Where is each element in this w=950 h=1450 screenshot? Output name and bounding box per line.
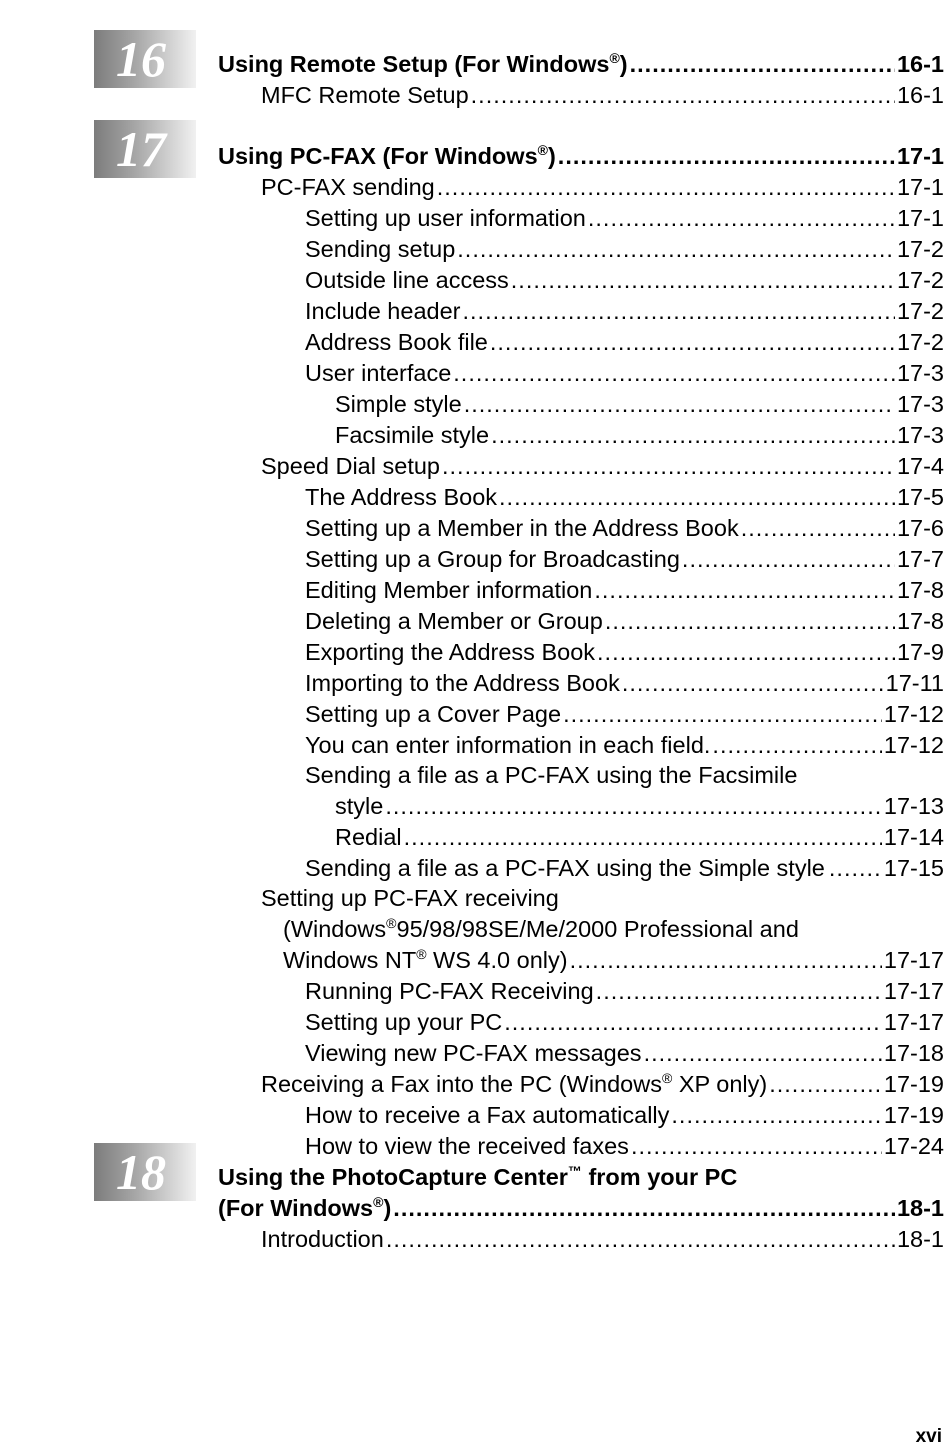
toc-entry-title: User interface — [305, 360, 452, 386]
leader-dots — [558, 141, 895, 171]
toc-entry[interactable] — [283, 945, 944, 975]
toc-entry-title: Running PC-FAX Receiving — [305, 978, 594, 1004]
toc-entry-title-line: Setting up PC-FAX receiving — [261, 885, 559, 911]
toc-entry-page: 18-1 — [896, 1195, 944, 1221]
leader-dots — [630, 49, 895, 79]
toc-entry-page: 17-18 — [883, 1040, 944, 1066]
toc-entry[interactable] — [305, 606, 944, 636]
leader-dots — [393, 1193, 895, 1223]
leader-dots — [471, 80, 895, 110]
leader-dots — [437, 172, 895, 202]
toc-entry[interactable] — [335, 389, 944, 419]
toc-entry-page: 17-13 — [883, 793, 944, 819]
toc-entry[interactable] — [305, 575, 944, 605]
leader-dots — [682, 544, 895, 574]
toc-entry-page: 18-1 — [896, 1226, 944, 1252]
toc-entry-title-line: (Windows®95/98/98SE/Me/2000 Professional and — [283, 915, 799, 942]
leader-dots — [386, 1224, 895, 1254]
toc-entry-page: 17-6 — [896, 515, 944, 541]
toc-entry[interactable] — [261, 451, 944, 481]
toc-entry-title: Sending a file as a PC-FAX using the Simple style — [305, 855, 825, 881]
leader-dots — [404, 822, 882, 852]
toc-entry-page: 17-2 — [896, 267, 944, 293]
toc-entry-page: 17-3 — [896, 360, 944, 386]
leader-dots — [631, 1131, 882, 1161]
leader-dots — [644, 1038, 882, 1068]
toc-entry-title: Viewing new PC-FAX messages — [305, 1040, 642, 1066]
toc-entry[interactable] — [305, 668, 944, 698]
toc-entry-page: 17-19 — [883, 1071, 944, 1097]
chapter-tab-17 — [94, 120, 196, 178]
toc-entry[interactable] — [305, 482, 944, 512]
toc-entry-page: 17-14 — [883, 824, 944, 850]
toc-entry-title: Redial — [335, 824, 402, 850]
toc-entry-chapter-17[interactable] — [218, 141, 944, 171]
toc-entry-title-line: Sending a file as a PC-FAX using the Facsimile — [305, 762, 798, 788]
toc-entry[interactable] — [305, 853, 944, 883]
toc-entry[interactable] — [305, 699, 944, 729]
toc-entry-title: style — [335, 793, 384, 819]
toc-entry-page: 17-19 — [883, 1102, 944, 1128]
toc-entry-page: 17-9 — [896, 639, 944, 665]
toc-entry-title: Facsimile style — [335, 422, 490, 448]
toc-entry-page: 17-17 — [883, 947, 944, 973]
toc-entry-page: 17-4 — [896, 453, 944, 479]
toc-entry-page: 17-17 — [883, 978, 944, 1004]
toc-entry-title: Address Book file — [305, 329, 488, 355]
toc-entry-page: 17-2 — [896, 298, 944, 324]
toc-entry-title: Speed Dial setup — [261, 453, 440, 479]
leader-dots — [499, 482, 895, 512]
toc-entry-title: How to receive a Fax automatically — [305, 1102, 670, 1128]
toc-entry-title: Simple style — [335, 391, 462, 417]
toc-entry-title: Importing to the Address Book — [305, 670, 620, 696]
toc-entry[interactable] — [305, 513, 944, 543]
leader-dots — [829, 853, 880, 883]
chapter-number: 16 — [116, 31, 166, 87]
toc-entry[interactable] — [305, 234, 944, 264]
toc-entry-title: Sending setup — [305, 236, 456, 262]
toc-entry-title: Receiving a Fax into the PC (Windows® XP only) — [261, 1070, 768, 1097]
leader-dots — [588, 203, 895, 233]
toc-entry[interactable] — [261, 172, 944, 202]
toc-entry-title: (For Windows®) — [218, 1194, 392, 1221]
toc-entry[interactable] — [261, 80, 944, 110]
toc-entry[interactable] — [305, 1038, 944, 1068]
toc-entry-page: 17-3 — [896, 422, 944, 448]
toc-entry-title: Setting up a Member in the Address Book — [305, 515, 739, 541]
leader-dots — [490, 327, 895, 357]
toc-entry-title: Setting up user information — [305, 205, 586, 231]
toc-entry-title: Setting up a Cover Page — [305, 701, 562, 727]
toc-entry-title: How to view the received faxes — [305, 1133, 629, 1159]
leader-dots — [594, 575, 895, 605]
toc-entry[interactable] — [305, 976, 944, 1006]
leader-dots — [622, 668, 884, 698]
leader-dots — [605, 606, 895, 636]
toc-entry-page: 17-5 — [896, 484, 944, 510]
chapter-number: 18 — [116, 1144, 166, 1200]
toc-entry[interactable] — [305, 1100, 944, 1130]
toc-entry[interactable] — [305, 1007, 944, 1037]
toc-entry[interactable] — [305, 1131, 944, 1161]
toc-entry-chapter-18[interactable] — [218, 1193, 944, 1223]
leader-dots — [464, 389, 895, 419]
toc-entry-page: 17-2 — [896, 236, 944, 262]
toc-entry-page: 16-1 — [896, 51, 944, 77]
toc-entry-page: 17-24 — [883, 1133, 944, 1159]
toc-entry-page: 17-8 — [896, 608, 944, 634]
toc-entry-page: 17-3 — [896, 391, 944, 417]
toc-entry-page: 17-2 — [896, 329, 944, 355]
toc-entry[interactable] — [261, 1069, 944, 1099]
toc-entry[interactable] — [335, 420, 944, 450]
toc-entry-title: Introduction — [261, 1226, 384, 1252]
toc-entry-title: Editing Member information — [305, 577, 593, 603]
toc-entry-title: Exporting the Address Book — [305, 639, 596, 665]
toc-entry[interactable] — [305, 544, 944, 574]
leader-dots — [442, 451, 895, 481]
leader-dots — [385, 791, 882, 821]
toc-entry-title: Setting up a Group for Broadcasting — [305, 546, 680, 572]
toc-entry[interactable] — [261, 1224, 944, 1254]
toc-entry-page: 17-1 — [896, 205, 944, 231]
leader-dots — [597, 637, 895, 667]
leader-dots — [741, 513, 895, 543]
leader-dots — [504, 1007, 882, 1037]
toc-entry-page: 17-11 — [885, 670, 944, 696]
leader-dots — [511, 265, 895, 295]
toc-entry[interactable] — [305, 265, 944, 295]
toc-entry-title: Using Remote Setup (For Windows®) — [218, 50, 628, 77]
leader-dots — [712, 730, 881, 760]
toc-entry-page: 17-7 — [896, 546, 944, 572]
leader-dots — [462, 296, 894, 326]
leader-dots — [453, 358, 895, 388]
page-number: xvi — [915, 1426, 942, 1447]
toc-entry-page: 17-15 — [883, 855, 944, 881]
toc-entry[interactable] — [305, 730, 944, 760]
toc-entry-title: Include header — [305, 298, 461, 324]
leader-dots — [491, 420, 895, 450]
chapter-tab-18 — [94, 1143, 196, 1201]
leader-dots — [671, 1100, 881, 1130]
chapter-number: 17 — [116, 121, 166, 177]
toc-entry-title: Deleting a Member or Group — [305, 608, 603, 634]
leader-dots — [563, 699, 882, 729]
toc-entry-title-line: Using the PhotoCapture Center™ from your PC — [218, 1163, 738, 1190]
chapter-tab-16 — [94, 30, 196, 88]
toc-entry-page: 17-1 — [896, 174, 944, 200]
toc-entry-page: 16-1 — [896, 82, 944, 108]
toc-entry-title: Using PC-FAX (For Windows®) — [218, 142, 556, 169]
toc-entry-title: Outside line access — [305, 267, 509, 293]
toc-entry-title: The Address Book — [305, 484, 498, 510]
toc-entry-page: 17-12 — [883, 701, 944, 727]
toc-entry[interactable] — [305, 327, 944, 357]
toc-entry-page: 17-8 — [896, 577, 944, 603]
toc-entry-title: You can enter information in each field. — [305, 732, 711, 758]
leader-dots — [570, 945, 882, 975]
toc-entry[interactable] — [335, 791, 944, 821]
toc-entry-title: Setting up your PC — [305, 1009, 503, 1035]
toc-entry-title: Windows NT® WS 4.0 only) — [283, 946, 568, 973]
leader-dots — [457, 234, 895, 264]
toc-entry[interactable] — [305, 358, 944, 388]
toc-entry-page: 17-17 — [883, 1009, 944, 1035]
leader-dots — [596, 976, 882, 1006]
toc-entry[interactable] — [305, 203, 944, 233]
toc-entry[interactable] — [305, 296, 944, 326]
toc-entry[interactable] — [305, 637, 944, 667]
toc-entry-title: MFC Remote Setup — [261, 82, 469, 108]
toc-entry-page: 17-1 — [896, 143, 944, 169]
toc-entry-page: 17-12 — [883, 732, 944, 758]
toc-entry-chapter-16[interactable] — [218, 49, 944, 79]
toc-entry[interactable] — [335, 822, 944, 852]
toc-entry-title: PC-FAX sending — [261, 174, 435, 200]
leader-dots — [769, 1069, 882, 1099]
